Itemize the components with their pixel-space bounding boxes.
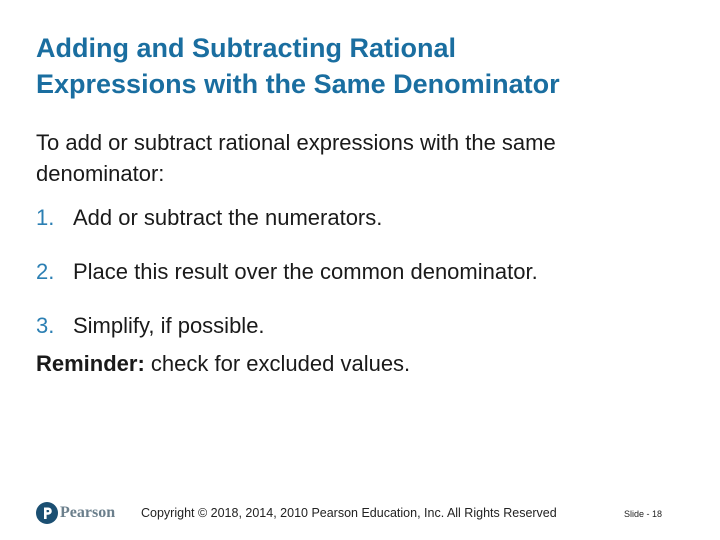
steps-list (36, 204, 686, 366)
step-item-3 (36, 312, 686, 340)
step-text: Simplify, if possible. (73, 313, 265, 338)
reminder-note (36, 350, 686, 378)
pearson-wordmark: Pearson (60, 504, 116, 521)
slide-title (36, 30, 696, 102)
pearson-logo (36, 501, 115, 525)
intro-line-1: To add or subtract rational expressions with the same (36, 130, 556, 155)
title-line-2: Expressions with the Same Denominator (36, 69, 560, 99)
intro-line-2: denominator: (36, 161, 165, 186)
step-item-2 (36, 258, 686, 286)
step-number: 3. (36, 313, 55, 338)
reminder-label: Reminder: (36, 351, 145, 376)
title-line-1: Adding and Subtracting Rational (36, 33, 456, 63)
intro-text (36, 127, 686, 189)
pearson-logo-icon (36, 502, 58, 524)
step-text: Place this result over the common denominator. (73, 259, 538, 284)
step-text: Add or subtract the numerators. (73, 205, 383, 230)
slide-number: Slide - 18 (624, 509, 663, 519)
step-number: 1. (36, 205, 55, 230)
reminder-text: check for excluded values. (144, 351, 411, 376)
copyright-text: Copyright © 2018, 2014, 2010 Pearson Education, Inc. All Rights Reserved (141, 506, 557, 520)
step-item-1 (36, 204, 686, 232)
step-number: 2. (36, 259, 55, 284)
